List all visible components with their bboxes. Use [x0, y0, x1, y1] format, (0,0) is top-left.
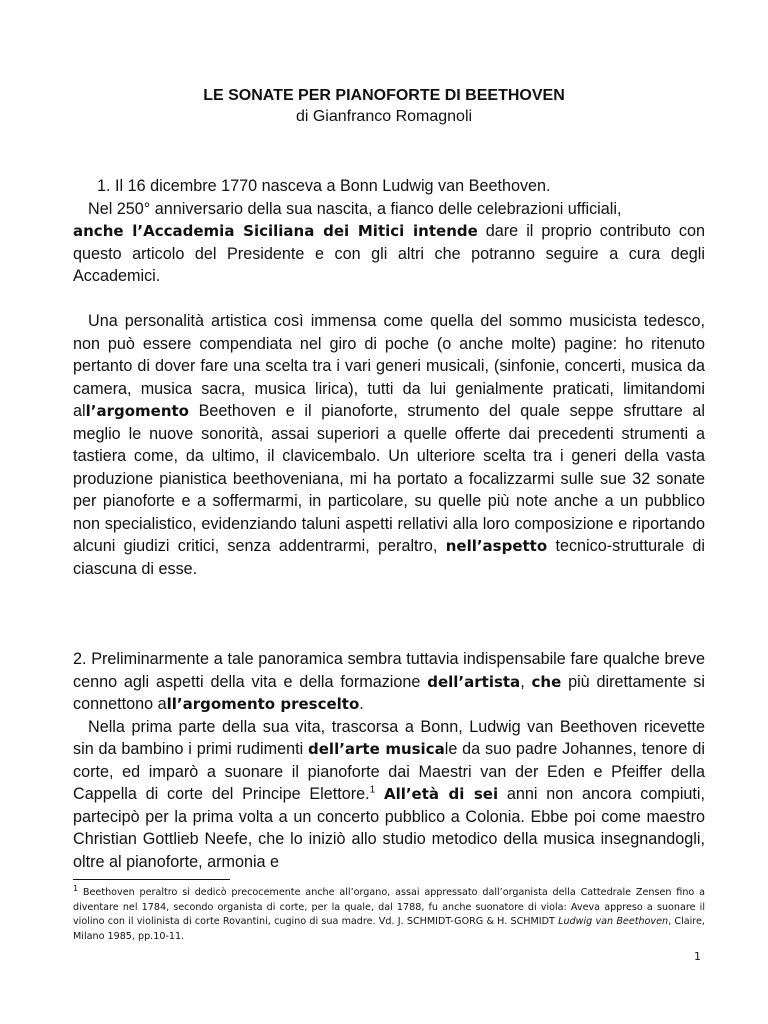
- bold-text: dell’arte musica: [308, 740, 445, 758]
- bold-text: anche l’Accademia Siciliana dei Mitici intende: [73, 222, 478, 240]
- footnote-separator: [73, 879, 230, 880]
- document-title: LE SONATE PER PIANOFORTE DI BEETHOVEN: [203, 87, 565, 104]
- text-run: [375, 785, 384, 803]
- section-1-heading: 1. Il 16 dicembre 1770 nasceva a Bonn Ludwig van Beethoven.: [97, 177, 551, 195]
- text-run: 2. Preliminarmente a tale panoramica sembra tuttavia indispensabile fare qualche breve cenno agli aspetti della vita e della formazione: [73, 650, 705, 691]
- footnote-text: Beethoven peraltro si dedicò precocemente anche all’organo, assai appressato dall’organista della Cattedrale Zensen fino a diventare nel 1784, secondo organista di corte, per la quale, dal 1788, fu anche suonatore di viola: Aveva appreso a suonare il violino con il violinista di corte Rovantini, cugino di sua madre. Vd. J. SCHMIDT-GORG & H. SCHMIDT: [73, 887, 705, 927]
- section-1: [73, 175, 705, 288]
- document-author: di Gianfranco Romagnoli: [295, 108, 473, 125]
- bold-text: nell’aspetto: [445, 537, 548, 555]
- footnote: [73, 883, 705, 944]
- footnote-reference[interactable]: 1: [369, 784, 376, 796]
- page-number: 1: [694, 950, 701, 963]
- bold-text: All’età di sei: [383, 785, 499, 803]
- bold-text: l’argomento: [85, 402, 189, 420]
- footnote-mark: 1: [73, 883, 79, 893]
- text-run: Una personalità artistica così immensa come quella del sommo musicista tedesco, non può essere compendiata nel giro di poche (o anche molte) pagine: ho ritenuto pertanto di dover fare una scelta tra i vari generi musicali, (sinfonie, concerti, musica da camera, musica sacra, musica lirica), tutti da lui genialmente praticati, limitandomi al: [73, 312, 705, 420]
- text-run: Nella prima parte della sua vita, trascorsa a Bonn, Ludwig van Beethoven ricevette sin da bambino i primi rudimenti: [73, 717, 705, 758]
- bold-text: che: [531, 672, 562, 691]
- bold-text: dell’artista: [427, 672, 521, 691]
- text-run: .: [359, 695, 364, 713]
- text-run: Nel 250° anniversario della sua nascita, a fianco delle celebrazioni ufficiali,: [88, 199, 622, 218]
- section-1-continued: [73, 310, 705, 580]
- text-run: dare il proprio contributo con questo articolo del Presidente e con gli altri che potranno seguire a cura degli Accademici.: [73, 222, 705, 285]
- section-1-paragraph-2: [73, 310, 705, 580]
- section-2-paragraph-2: [73, 716, 705, 874]
- text-run: le da suo padre Johannes, tenore di corte, ed imparò a suonare il pianoforte dai Maestri van der Eden e Pfeiffer della Cappella di corte del Principe Elettore.: [73, 740, 705, 803]
- section-1-paragraph-1: [73, 198, 705, 288]
- section-2-paragraph-1: [73, 648, 705, 716]
- text-run: più direttamente si connettono a: [73, 672, 705, 713]
- bold-text: ll’argomento prescelto: [166, 695, 360, 713]
- text-run: Beethoven e il pianoforte, strumento del quale seppe sfruttare al meglio le nuove sonorità, assai superiori a quelle offerte dai precedenti strumenti a tastiera come, da ultimo, il clavicembalo. Un ulteriore scelta tra i generi della vasta produzione pianistica beethoveniana, mi ha portato a focalizzarmi sulle sue 32 sonate per pianoforte e a soffermarmi, in particolare, su quelle più note anche a un pubblico non specialistico, evidenziando taluni aspetti rellativi alla loro composizione e riportando alcuni giudizi critici, senza addentrarmi, peraltro,: [73, 402, 705, 555]
- text-run: ,: [520, 672, 532, 691]
- text-run: tecnico-strutturale di ciascuna di esse.: [73, 537, 705, 578]
- footnote-italic-title: Ludwig van Beethoven: [558, 916, 669, 927]
- section-2: [73, 648, 705, 873]
- text-run: anni non ancora compiuti, partecipò per la prima volta a un concerto pubblico a Colonia. Ebbe poi come maestro Christian Gottlieb Neefe, che lo iniziò allo studio metodico della musica insegnandogli, oltre al pianoforte, armonia e: [73, 785, 706, 871]
- footnote-text: , Claire, Milano 1985, pp.10-11.: [73, 916, 705, 942]
